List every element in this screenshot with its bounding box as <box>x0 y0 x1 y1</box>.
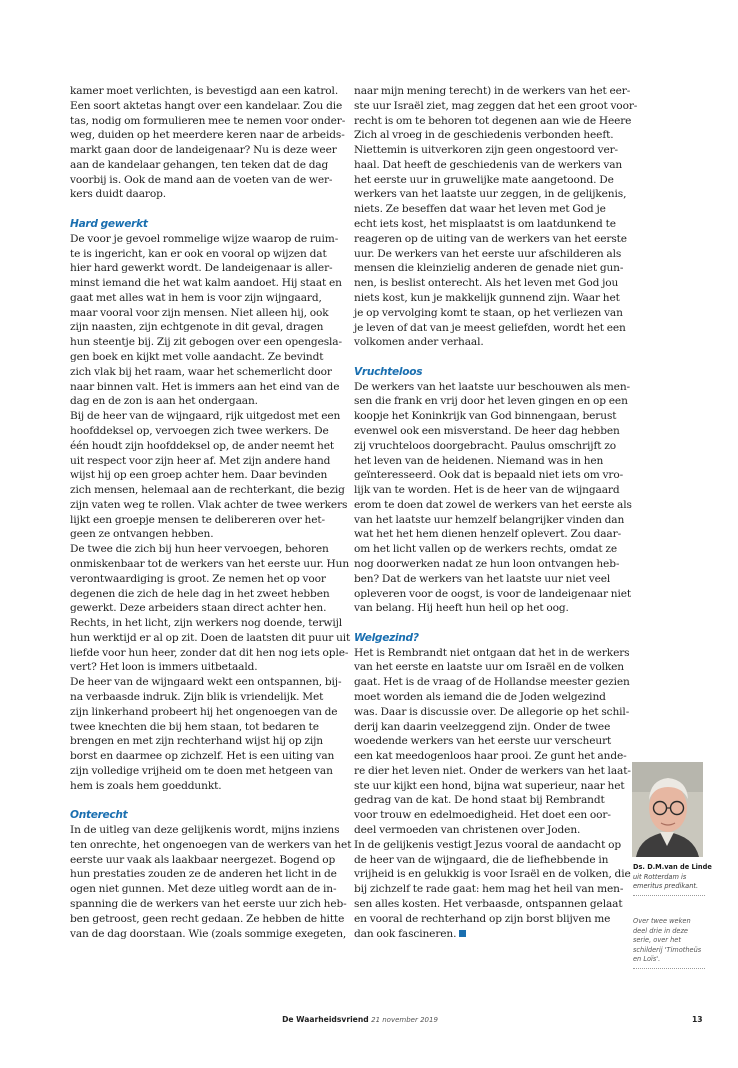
text-line: één houdt zijn hoofddeksel op, de ander neemt het <box>70 439 335 452</box>
text-line: hun steentje bij. Zij zit gebogen over een opengesla- <box>70 336 342 349</box>
section-heading: Hard gewerkt <box>70 218 148 231</box>
text-line: uur. De werkers van het eerste uur afschilderen als <box>354 247 622 260</box>
section-heading: Welgezind? <box>354 631 419 644</box>
text-line: ste uur Israël ziet, mag zeggen dat het een groot voor- <box>354 99 638 112</box>
text-line: om het licht vallen op de werkers rechts, omdat ze <box>354 543 618 556</box>
text-line: geïnteresseerd. Ook dat is bepaald niet iets om vro- <box>354 469 624 482</box>
text-line: De werkers van het laatste uur beschouwen als men- <box>354 380 630 393</box>
text-line: In de uitleg van deze gelijkenis wordt, mijns inziens <box>70 824 340 837</box>
text-line: gaat met alles wat in hem is voor zijn wijngaard, <box>70 291 322 304</box>
text-line: naar binnen valt. Het is immers aan het eind van de <box>70 380 340 393</box>
divider <box>633 968 705 969</box>
series-note <box>633 917 705 969</box>
divider <box>633 895 705 896</box>
text-line: te is ingericht, kan er ook en vooral op wijzen dat <box>70 247 327 260</box>
text-line: hoofddeksel op, vervoegen zich twee werkers. De <box>70 424 329 437</box>
text-line: brengen en met zijn rechterhand wijst hij op zijn <box>70 735 324 748</box>
section-heading: Onterecht <box>70 809 128 822</box>
text-line: maar vooral voor zijn mensen. Niet alleen hij, ook <box>70 306 329 319</box>
text-line: eerste uur vaak als laakbaar neergezet. Bogend op <box>70 853 336 866</box>
text-line: nog doorwerken nadat ze hun loon ontvangen heb- <box>354 557 620 570</box>
text-line: liefde voor hun heer, zonder dat dit hen nog iets ople- <box>70 646 349 659</box>
text-line: De twee die zich bij hun heer vervoegen, behoren <box>70 543 329 556</box>
text-line: hun werktijd er al op zit. Doen de laatsten dit puur uit <box>70 631 351 644</box>
text-line: weg, duiden op het meerdere keren naar de arbeids- <box>70 129 345 142</box>
text-line: opleveren voor de oogst, is voor de landeigenaar niet <box>354 587 632 600</box>
text-line: derij kan daarin veelzeggend zijn. Onder de twee <box>354 720 611 733</box>
text-line: Het is Rembrandt niet ontgaan dat het in de werkers <box>354 646 630 659</box>
text-line: reageren op de uiting van de werkers van het eerste <box>354 232 627 245</box>
text-line: vrijheid is en gelukkig is voor Israël en de volken, die <box>354 868 631 881</box>
text-line: tas, nodig om formulieren mee te nemen voor onder- <box>70 114 346 127</box>
text-line: sen alles kosten. Het verbaasde, ontspannen gelaat <box>354 897 623 910</box>
text-line: erom te doen dat zowel de werkers van het eerste als <box>354 498 632 511</box>
text-line: Bij de heer van de wijngaard, rijk uitgedost met een <box>70 410 341 423</box>
text-line: haal. Dat heeft de geschiedenis van de werkers van <box>354 158 623 171</box>
text-line: hier hard gewerkt wordt. De landeigenaar is aller- <box>70 262 333 275</box>
text-line: van belang. Hij heeft hun heil op het oog. <box>354 602 569 615</box>
text-line: zijn linkerhand probeert hij het ongenoegen van de <box>70 705 338 718</box>
text-line: werkers van het laatste uur zeggen, in de gelijkenis, <box>354 188 627 201</box>
text-line: gaat. Het is de vraag of de Hollandse meester gezien <box>354 676 630 689</box>
text-line: verontwaardiging is groot. Ze nemen het op voor <box>70 572 326 585</box>
text-line: gedrag van de kat. De hond staat bij Rembrandt <box>354 794 605 807</box>
author-name: Ds. D.M.van de Linde <box>633 863 712 871</box>
text-line: recht is om te behoren tot degenen aan wie de Heere <box>354 114 632 127</box>
text-line: na verbaasde indruk. Zijn blik is vriendelijk. Met <box>70 691 324 704</box>
text-line: zijn vaten weg te rollen. Vlak achter de twee werkers <box>70 498 348 511</box>
text-line: ben? Dat de werkers van het laatste uur niet veel <box>354 572 611 585</box>
text-line: nen, is beslist onterecht. Als het leven met God jou <box>354 277 619 290</box>
text-line: twee knechten die bij hem staan, tot bedaren te <box>70 720 319 733</box>
text-line: echt iets kost, het misplaatst is om laatdunkend te <box>354 218 616 231</box>
text-line: De heer van de wijngaard wekt een ontspannen, bij- <box>70 676 342 689</box>
text-line: markt gaan door de landeigenaar? Nu is deze weer <box>70 144 337 157</box>
text-line: dag en de zon is aan het ondergaan. <box>70 395 258 408</box>
text-line: bij zichzelf te rade gaat: hem mag het heil van men- <box>354 883 624 896</box>
text-line: Rechts, in het licht, zijn werkers nog doende, terwijl <box>70 617 343 630</box>
text-line: minst iemand die het wat kalm aandoet. Hij staat en <box>70 277 342 290</box>
text-line: voor trouw en edelmoedigheid. Het doet een oor- <box>354 809 611 822</box>
text-line: ogen niet gunnen. Met deze uitleg wordt aan de in- <box>70 883 337 896</box>
text-line: het eerste uur in gruwelijke mate aangetoond. De <box>354 173 614 186</box>
text-line: Zich al vroeg in de geschiedenis verbonden heeft. <box>354 129 614 142</box>
text-line: lijk van te worden. Het is de heer van de wijngaard <box>354 484 620 497</box>
series-note-line: serie, over het <box>633 936 681 945</box>
text-line: woedende werkers van het eerste uur verscheurt <box>354 735 612 748</box>
text-line: was. Daar is discussie over. De allegorie op het schil- <box>354 705 630 718</box>
text-line: spanning die de werkers van het eerste uur zich heb- <box>70 897 347 910</box>
text-line: hun prestaties zouden ze de anderen het licht in de <box>70 868 337 881</box>
text-line: je leven of dat van je meest geliefden, wordt het een <box>354 321 626 334</box>
text-line: gewerkt. Deze arbeiders staan direct achter hen. <box>70 602 327 615</box>
series-note-line: deel drie in deze <box>633 926 688 935</box>
text-line: van het eerste en laatste uur om Israël en de volken <box>354 661 625 674</box>
series-note-line: Over twee weken <box>633 917 691 925</box>
text-line: zijn volledige vrijheid om te doen met hetgeen van <box>70 764 333 777</box>
text-line: moet worden als iemand die de Joden welgezind <box>354 691 606 703</box>
text-line: zij vruchteloos doorgebracht. Paulus omschrijft zo <box>354 439 616 452</box>
paragraph-gap <box>70 793 332 808</box>
end-mark-icon <box>459 930 466 937</box>
text-line: vert? Het loon is immers uitbetaald. <box>70 661 258 674</box>
text-line: evenwel ook een misverstand. De heer dag hebben <box>354 424 620 437</box>
article-column-right <box>354 84 638 941</box>
author-description: uit Rotterdam is <box>633 872 687 881</box>
paragraph-gap <box>354 350 616 365</box>
text-line: Een soort aktetas hangt over een kandelaar. Zou die <box>70 99 343 112</box>
text-line: aan de kandelaar gehangen, ten teken dat de dag <box>70 158 329 171</box>
text-line: kers duidt daarop. <box>70 188 166 201</box>
text-line: lijkt een groepje mensen te delibereren over het- <box>70 513 326 526</box>
text-line: kamer moet verlichten, is bevestigd aan een katrol. <box>70 85 339 97</box>
text-line: geen ze ontvangen hebben. <box>70 528 214 541</box>
text-line: mensen die kleinzielig anderen de genade niet gun- <box>354 262 624 275</box>
text-line: zich mensen, helemaal aan de rechterkant, die bezig <box>70 484 345 497</box>
magazine-name: De Waarheidsvriend <box>282 1015 369 1024</box>
text-line: borst en daarmee op zichzelf. Het is een uiting van <box>70 750 335 763</box>
text-line: uit respect voor zijn heer af. Met zijn andere hand <box>70 454 331 467</box>
text-line: de heer van de wijngaard, die de liefhebbende in <box>354 853 609 866</box>
text-line: volkomen ander verhaal. <box>354 336 484 349</box>
text-line: degenen die zich de hele dag in het zweet hebben <box>70 587 330 600</box>
text-line: koopje het Koninkrijk van God binnengaan, berust <box>354 410 617 423</box>
text-line: niets kost, kun je makkelijk gunnend zijn. Waar het <box>354 291 620 304</box>
paragraph-gap <box>354 616 616 631</box>
text-line: ten onrechte, het ongenoegen van de werkers van het <box>70 838 352 851</box>
text-line: re dier het leven niet. Onder de werkers van het laat- <box>354 764 631 777</box>
paragraph-gap <box>70 202 332 217</box>
text-line: voorbij is. Ook de mand aan de voeten van de wer- <box>70 173 333 186</box>
text-line: zich vlak bij het raam, waar het schemerlicht door <box>70 365 332 378</box>
text-line: dan ook fascineren. <box>354 927 616 942</box>
text-line: en vooral de rechterhand op zijn borst blijven me <box>354 912 611 925</box>
text-line: ben getroost, geen recht gedaan. Ze hebben de hitte <box>70 912 345 925</box>
text-line: hem is zoals hem goeddunkt. <box>70 779 222 792</box>
author-info <box>633 863 712 896</box>
series-note-line: schilderij 'Timotheüs <box>633 945 702 954</box>
author-description: emeritus predikant. <box>633 882 699 891</box>
text-line: In de gelijkenis vestigt Jezus vooral de aandacht op <box>354 838 622 851</box>
text-line: niets. Ze beseffen dat waar het leven met God je <box>354 203 606 216</box>
text-line: het leven van de heidenen. Niemand was in hen <box>354 454 604 467</box>
text-line: gen boek en kijkt met volle aandacht. Ze bevindt <box>70 351 324 364</box>
text-line: ste uur kijkt een hond, bijna wat superieur, naar het <box>354 779 625 792</box>
article-column-left <box>70 84 352 941</box>
author-photo <box>632 762 703 857</box>
text-line: wat het het hem dienen henzelf oplevert. Zou daar- <box>354 528 622 541</box>
issue-date: 21 november 2019 <box>371 1016 438 1024</box>
series-note-line: en Loïs'. <box>633 955 661 964</box>
text-line: van het laatste uur hemzelf belangrijker vinden dan <box>354 513 625 526</box>
text-line: naar mijn mening terecht) in de werkers van het eer- <box>354 85 631 97</box>
text-line: onmiskenbaar tot de werkers van het eerste uur. Hun <box>70 557 350 570</box>
text-line: van de dag doorstaan. Wie (zoals sommige exegeten, <box>70 927 347 940</box>
text-line: zijn naasten, zijn echtgenote in dit geval, dragen <box>70 321 324 334</box>
text-line: wijst hij op een groep achter hem. Daar bevinden <box>70 469 328 482</box>
footer-title <box>260 1015 460 1024</box>
text-line: sen die frank en vrij door het leven gingen en op een <box>354 395 628 408</box>
section-heading: Vruchteloos <box>354 365 423 378</box>
text-line: een kat meedogenloos haar prooi. Ze gunt het ande- <box>354 750 627 763</box>
page-number: 13 <box>692 1015 703 1024</box>
text-line: je op vervolging komt te staan, op het verliezen van <box>354 306 623 319</box>
text-line: Niettemin is uitverkoren zijn geen ongestoord ver- <box>354 144 619 157</box>
text-line: De voor je gevoel rommelige wijze waarop de ruim- <box>70 232 339 245</box>
text-line: deel vermoeden van christenen over Joden. <box>354 824 581 837</box>
